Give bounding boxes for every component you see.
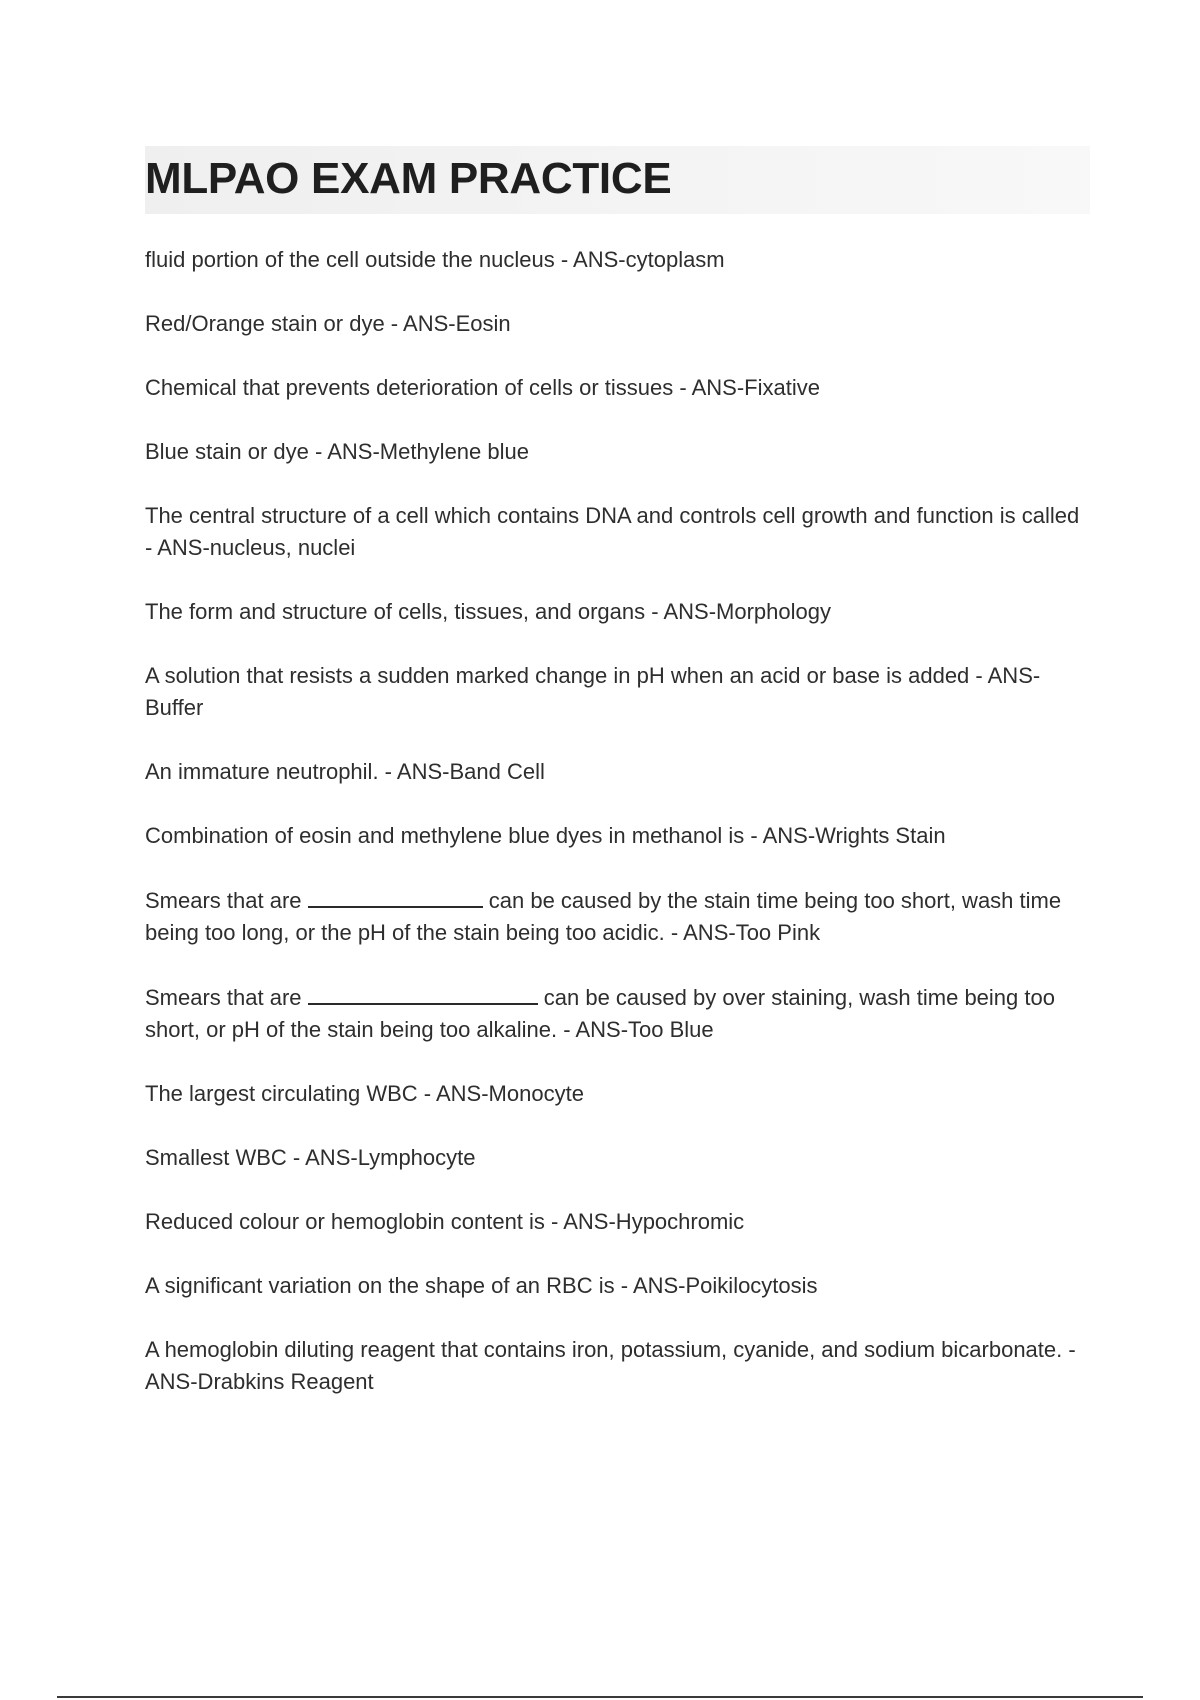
qa-item	[145, 372, 1090, 404]
qa-text: fluid portion of the cell outside the nucleus - ANS-cytoplasm	[145, 247, 725, 272]
qa-item	[145, 660, 1090, 724]
qa-item	[145, 1142, 1090, 1174]
qa-text: The largest circulating WBC - ANS-Monocyte	[145, 1081, 584, 1106]
qa-item	[145, 1078, 1090, 1110]
qa-item	[145, 500, 1090, 564]
qa-text: An immature neutrophil. - ANS-Band Cell	[145, 759, 545, 784]
footer-divider	[57, 1696, 1143, 1698]
qa-text: A significant variation on the shape of an RBC is - ANS-Poikilocytosis	[145, 1273, 818, 1298]
qa-item	[145, 1334, 1090, 1398]
qa-text: Blue stain or dye - ANS-Methylene blue	[145, 439, 529, 464]
qa-item-fill-in	[145, 884, 1090, 949]
qa-text: The central structure of a cell which contains DNA and controls cell growth and function is called - ANS-nucleus, nuclei	[145, 503, 1080, 560]
qa-item-fill-in	[145, 981, 1090, 1046]
page-title: MLPAO EXAM PRACTICE	[145, 154, 672, 203]
qa-item	[145, 244, 1090, 276]
qa-item	[145, 308, 1090, 340]
qa-item	[145, 820, 1090, 852]
title-banner	[145, 146, 1090, 214]
qa-text-after-blank: can be caused by the stain time being too short, wash time being too long, or the pH of the stain being too acidic. - ANS-Too Pink	[145, 888, 1062, 945]
qa-text: Smallest WBC - ANS-Lymphocyte	[145, 1145, 476, 1170]
qa-text-before-blank: Smears that are	[145, 985, 302, 1010]
fill-in-blank-line	[308, 981, 538, 1005]
qa-text: Combination of eosin and methylene blue dyes in methanol is - ANS-Wrights Stain	[145, 823, 946, 848]
qa-text: A hemoglobin diluting reagent that contains iron, potassium, cyanide, and sodium bicarbonate. - ANS-Drabkins Reagent	[145, 1337, 1076, 1394]
qa-text: Red/Orange stain or dye - ANS-Eosin	[145, 311, 511, 336]
qa-item	[145, 756, 1090, 788]
fill-in-blank-line	[308, 884, 483, 908]
qa-item	[145, 596, 1090, 628]
qa-text: The form and structure of cells, tissues, and organs - ANS-Morphology	[145, 599, 831, 624]
qa-item	[145, 436, 1090, 468]
qa-text: A solution that resists a sudden marked change in pH when an acid or base is added - ANS-Buffer	[145, 663, 1041, 720]
question-answer-list	[145, 244, 1090, 1430]
qa-item	[145, 1206, 1090, 1238]
qa-text: Chemical that prevents deterioration of cells or tissues - ANS-Fixative	[145, 375, 820, 400]
qa-item	[145, 1270, 1090, 1302]
qa-text: Reduced colour or hemoglobin content is - ANS-Hypochromic	[145, 1209, 745, 1234]
qa-text-before-blank: Smears that are	[145, 888, 302, 913]
qa-text-after-blank: can be caused by over staining, wash time being too short, or pH of the stain being too alkaline. - ANS-Too Blue	[145, 985, 1055, 1042]
